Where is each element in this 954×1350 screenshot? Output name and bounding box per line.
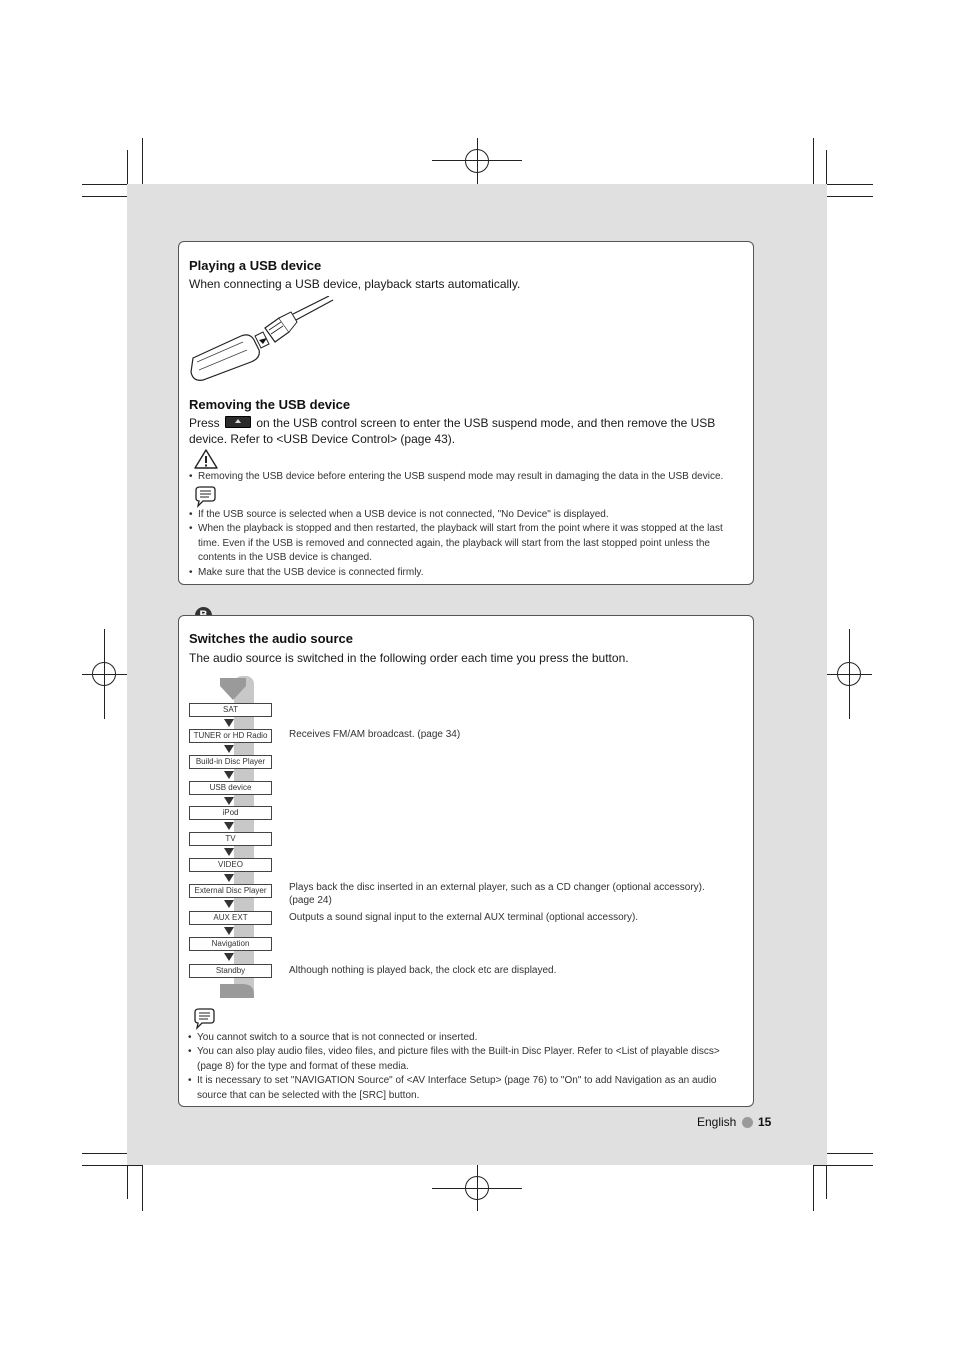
audio-note-item: • You can also play audio files, video files, and picture files with the Built-in Disc Player. Refer to <List of playable discs> (page 8) for the type and format of these media. [188, 1045, 728, 1074]
audio-note-item: • You cannot switch to a source that is not connected or inserted. [188, 1031, 728, 1045]
usb-note-item: • Make sure that the USB device is connected firmly. [189, 566, 737, 580]
removing-usb-text [189, 415, 749, 447]
footer-language: English [697, 1115, 737, 1129]
down-arrow-icon [224, 745, 234, 753]
caution-note-item: • Removing the USB device before entering the USB suspend mode may result in damaging the data in the USB device. [189, 470, 737, 484]
playing-usb-heading: Playing a USB device [189, 258, 322, 273]
note-icon [192, 1008, 216, 1030]
source-builtin-disc: Build-in Disc Player [189, 755, 272, 769]
aux-description: Outputs a sound signal input to the external AUX terminal (optional accessory). [289, 912, 639, 923]
source-ipod: iPod [189, 806, 272, 820]
removing-text-start: Press [189, 416, 220, 430]
footer-dot-icon [742, 1117, 753, 1128]
usb-note-item: • If the USB source is selected when a USB device is not connected, "No Device" is displayed. [189, 508, 737, 522]
note-icon [193, 486, 217, 508]
source-navigation: Navigation [189, 937, 272, 951]
page-number: 15 [758, 1115, 772, 1129]
down-arrow-icon [224, 719, 234, 727]
playing-usb-text: When connecting a USB device, playback starts automatically. [189, 277, 521, 291]
down-arrow-icon [224, 797, 234, 805]
source-standby: Standby [189, 964, 272, 978]
source-video: VIDEO [189, 858, 272, 872]
standby-description: Although nothing is played back, the clock etc are displayed. [289, 965, 557, 976]
audio-notes [188, 1031, 728, 1103]
down-arrow-icon [224, 848, 234, 856]
removing-text-end: on the USB control screen to enter the USB suspend mode, and then remove the USB [256, 416, 716, 430]
source-tuner: TUNER or HD Radio [189, 729, 272, 743]
external-disc-description: Plays back the disc inserted in an external player, such as a CD changer (optional accessory). (page 24) [289, 882, 705, 906]
usb-panel [178, 241, 754, 585]
caution-icon [193, 448, 219, 470]
audio-source-heading: Switches the audio source [189, 631, 353, 646]
down-arrow-icon [224, 927, 234, 935]
audio-source-intro: The audio source is switched in the following order each time you press the button. [189, 651, 629, 665]
source-sat: SAT [189, 703, 272, 717]
audio-note-item: • It is necessary to set "NAVIGATION Source" of <AV Interface Setup> (page 76) to "On" to add Navigation as an audio source that can be selected with the [SRC] button. [188, 1074, 728, 1103]
caution-notes [189, 470, 737, 484]
down-arrow-icon [224, 874, 234, 882]
down-arrow-icon [224, 771, 234, 779]
tuner-description: Receives FM/AM broadcast. (page 34) [289, 729, 461, 740]
eject-icon [225, 416, 251, 428]
removing-usb-heading: Removing the USB device [189, 397, 351, 412]
down-arrow-icon [224, 822, 234, 830]
usb-notes [189, 508, 737, 580]
removing-text-line2: device. Refer to <USB Device Control> (page 43). [189, 432, 456, 446]
source-aux-ext: AUX EXT [189, 911, 272, 925]
source-tv: TV [189, 832, 272, 846]
source-usb-device: USB device [189, 781, 272, 795]
down-arrow-icon [224, 953, 234, 961]
down-arrow-icon [224, 900, 234, 908]
usb-stick-illustration [189, 296, 339, 382]
source-external-disc: External Disc Player [189, 884, 272, 898]
usb-note-item: • When the playback is stopped and then restarted, the playback will start from the point where it was stopped at the last time. Even if the USB is removed and connected again, the playback will start from the last stopped point unless the contents in the USB device is changed. [189, 522, 737, 565]
